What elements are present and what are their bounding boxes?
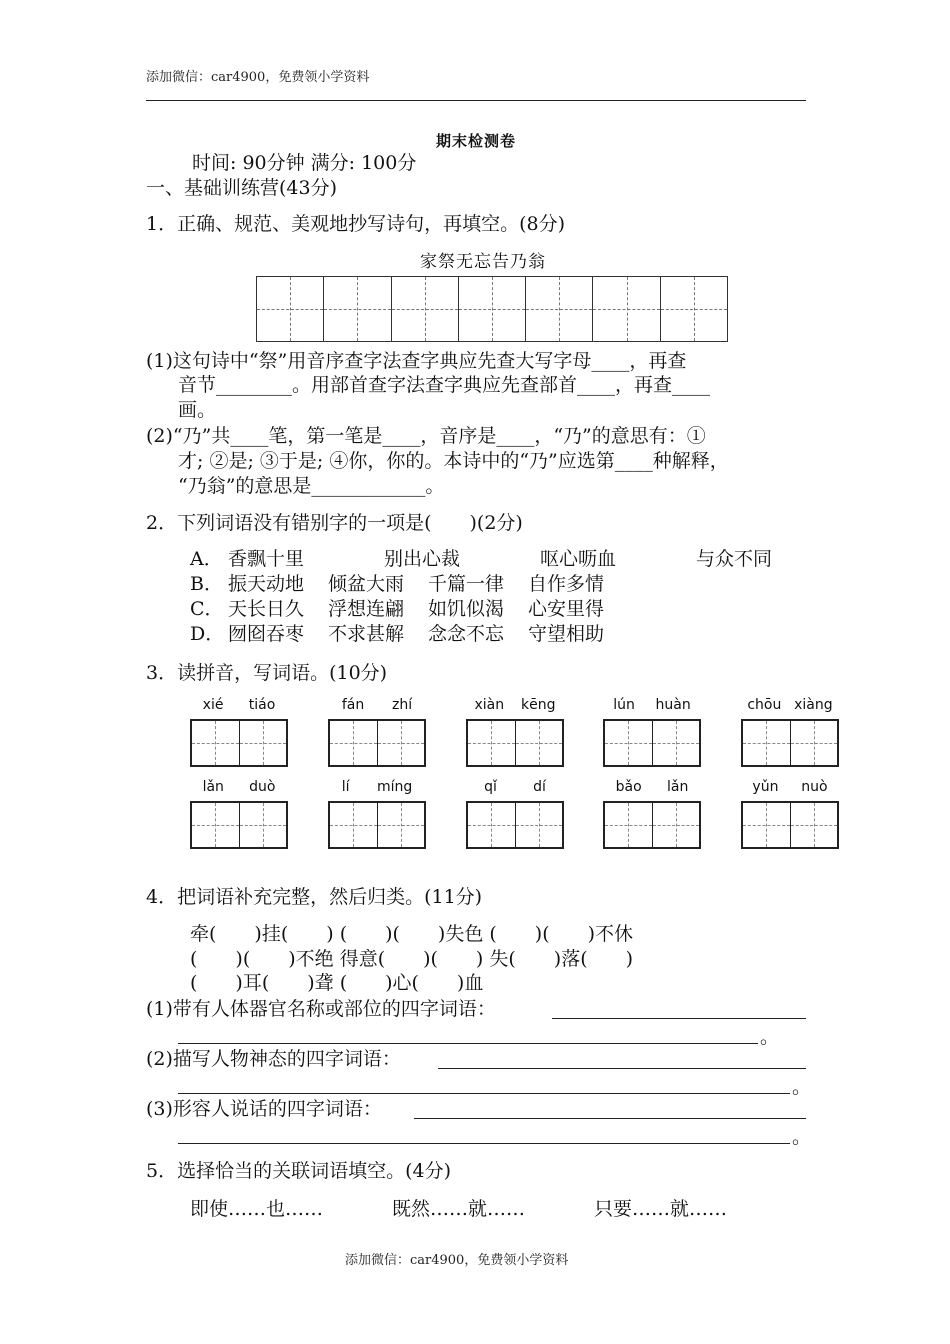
header-watermark: 添加微信：car4900，免费领小学资料 bbox=[146, 70, 370, 85]
copy-cell[interactable] bbox=[593, 277, 660, 341]
option-word: 呕心呖血 bbox=[540, 548, 617, 570]
period: 。 bbox=[792, 1076, 812, 1098]
pinyin-syllable: lí bbox=[341, 779, 350, 795]
q3-stem: 3．读拼音，写词语。(10分) bbox=[146, 662, 388, 684]
q1-part1-line1: (1)这句诗中“祭”用音序查字法查字典应先查大写字母____，再查 bbox=[146, 350, 687, 372]
q2-stem: 2．下列词语没有错别字的一项是( )(2分) bbox=[146, 512, 523, 534]
q1-poem: 家祭无忘告乃翁 bbox=[420, 252, 546, 272]
pinyin-syllable: míng bbox=[376, 779, 413, 795]
q1-part1-line3: 画。 bbox=[178, 399, 217, 421]
pinyin-answer-boxes[interactable] bbox=[603, 801, 701, 849]
pinyin-label bbox=[741, 697, 839, 717]
pinyin-syllable: qǐ bbox=[484, 779, 497, 795]
q4-stem: 4．把词语补充完整，然后归类。(11分) bbox=[146, 886, 483, 908]
option-word: 不求甚解 bbox=[328, 623, 405, 645]
option-word: 念念不忘 bbox=[428, 623, 505, 645]
pinyin-syllable: dí bbox=[533, 779, 546, 795]
pinyin-answer-boxes[interactable] bbox=[741, 801, 839, 849]
period: 。 bbox=[792, 1126, 812, 1148]
option-word: 心安里得 bbox=[528, 598, 605, 620]
answer-cell[interactable] bbox=[605, 803, 653, 847]
pinyin-answer-boxes[interactable] bbox=[190, 801, 288, 849]
pinyin-syllable: xié bbox=[202, 697, 224, 713]
option-word: 自作多情 bbox=[528, 573, 605, 595]
pinyin-syllable: tiáo bbox=[248, 697, 276, 713]
answer-cell[interactable] bbox=[468, 803, 516, 847]
copy-cell[interactable] bbox=[257, 277, 324, 341]
pinyin-item bbox=[328, 779, 426, 851]
answer-line[interactable] bbox=[178, 1143, 790, 1144]
q5-option: 既然……就…… bbox=[392, 1198, 526, 1220]
exam-meta: 时间: 90分钟 满分: 100分 bbox=[192, 152, 417, 174]
pinyin-item bbox=[328, 697, 426, 769]
pinyin-item bbox=[603, 697, 701, 769]
option-word: 天长日久 bbox=[228, 598, 305, 620]
pinyin-label bbox=[466, 779, 564, 799]
pinyin-item bbox=[741, 779, 839, 851]
copy-cell[interactable] bbox=[661, 277, 727, 341]
option-word: 别出心裁 bbox=[384, 548, 461, 570]
answer-line[interactable] bbox=[414, 1118, 806, 1119]
pinyin-label bbox=[190, 697, 288, 717]
pinyin-syllable: xiàn bbox=[474, 697, 505, 713]
option-word: 千篇一律 bbox=[428, 573, 505, 595]
option-letter: D． bbox=[190, 623, 225, 645]
pinyin-syllable: lǎn bbox=[667, 779, 689, 795]
pinyin-syllable: zhí bbox=[391, 697, 413, 713]
page-title: 期末检测卷 bbox=[436, 132, 517, 150]
pinyin-syllable: xiàng bbox=[794, 697, 833, 713]
answer-line[interactable] bbox=[552, 1018, 806, 1019]
answer-cell[interactable] bbox=[605, 721, 653, 765]
answer-cell[interactable] bbox=[240, 721, 287, 765]
pinyin-syllable: lǎn bbox=[202, 779, 224, 795]
option-letter: A． bbox=[190, 548, 223, 570]
header-rule bbox=[146, 100, 806, 101]
pinyin-label bbox=[741, 779, 839, 799]
copy-cell[interactable] bbox=[392, 277, 459, 341]
answer-cell[interactable] bbox=[330, 721, 378, 765]
pinyin-syllable: huàn bbox=[655, 697, 691, 713]
option-word: 与众不同 bbox=[696, 548, 773, 570]
q1-copy-grid[interactable] bbox=[256, 276, 728, 342]
option-word: 香飘十里 bbox=[228, 548, 305, 570]
option-word: 守望相助 bbox=[528, 623, 605, 645]
answer-cell[interactable] bbox=[653, 803, 700, 847]
period: 。 bbox=[760, 1026, 780, 1048]
option-word: 振天动地 bbox=[228, 573, 305, 595]
q1-part2-line1: (2)“乃”共____笔，第一笔是____，音序是____，“乃”的意思有：① bbox=[146, 425, 706, 447]
pinyin-answer-boxes[interactable] bbox=[466, 801, 564, 849]
option-word: 囫囵吞枣 bbox=[228, 623, 305, 645]
answer-cell[interactable] bbox=[378, 721, 425, 765]
answer-line[interactable] bbox=[178, 1043, 758, 1044]
pinyin-answer-boxes[interactable] bbox=[466, 719, 564, 767]
pinyin-syllable: kēng bbox=[521, 697, 556, 713]
q4-answer1-label: (1)带有人体器官名称或部位的四字词语： bbox=[146, 998, 496, 1020]
pinyin-label bbox=[466, 697, 564, 717]
pinyin-syllable: duò bbox=[249, 779, 276, 795]
copy-cell[interactable] bbox=[324, 277, 391, 341]
copy-cell[interactable] bbox=[526, 277, 593, 341]
answer-cell[interactable] bbox=[743, 721, 791, 765]
section-heading: 一、基础训练营(43分) bbox=[146, 177, 338, 199]
pinyin-label bbox=[603, 697, 701, 717]
answer-cell[interactable] bbox=[743, 803, 791, 847]
pinyin-answer-boxes[interactable] bbox=[328, 719, 426, 767]
pinyin-answer-boxes[interactable] bbox=[328, 801, 426, 849]
option-letter: C． bbox=[190, 598, 224, 620]
answer-cell[interactable] bbox=[791, 721, 838, 765]
option-word: 倾盆大雨 bbox=[328, 573, 405, 595]
q1-stem: 1．正确、规范、美观地抄写诗句，再填空。(8分) bbox=[146, 213, 566, 235]
pinyin-answer-boxes[interactable] bbox=[741, 719, 839, 767]
pinyin-syllable: lún bbox=[613, 697, 635, 713]
pinyin-item bbox=[466, 697, 564, 769]
copy-cell[interactable] bbox=[459, 277, 526, 341]
q5-stem: 5．选择恰当的关联词语填空。(4分) bbox=[146, 1160, 452, 1182]
pinyin-syllable: fán bbox=[341, 697, 365, 713]
q1-part2-line3: “乃翁”的意思是____________。 bbox=[178, 475, 445, 497]
pinyin-item bbox=[190, 779, 288, 851]
answer-cell[interactable] bbox=[516, 721, 563, 765]
answer-line[interactable] bbox=[178, 1093, 790, 1094]
answer-cell[interactable] bbox=[330, 803, 378, 847]
q1-part2-line2: 才; ②是; ③于是; ④你，你的。本诗中的“乃”应选第____种解释， bbox=[178, 450, 729, 472]
answer-cell[interactable] bbox=[791, 803, 838, 847]
pinyin-syllable: chōu bbox=[747, 697, 782, 713]
pinyin-label bbox=[603, 779, 701, 799]
option-word: 浮想连翩 bbox=[328, 598, 405, 620]
option-word: 如饥似渴 bbox=[428, 598, 505, 620]
pinyin-syllable: nuò bbox=[801, 779, 828, 795]
q1-part1-line2: 音节________。用部首查字法查字典应先查部首____，再查____ bbox=[178, 374, 711, 396]
q4-row1: 牵( )挂( ) ( )( )失色 ( )( )不休 bbox=[190, 923, 634, 945]
answer-cell[interactable] bbox=[516, 803, 563, 847]
answer-cell[interactable] bbox=[378, 803, 425, 847]
pinyin-label bbox=[328, 697, 426, 717]
answer-cell[interactable] bbox=[192, 803, 240, 847]
q4-row2: ( )( )不绝 得意( )( ) 失( )落( ) bbox=[190, 948, 634, 970]
answer-cell[interactable] bbox=[653, 721, 700, 765]
q4-answer3-label: (3)形容人说话的四字词语： bbox=[146, 1098, 382, 1120]
pinyin-syllable: bǎo bbox=[615, 779, 642, 795]
pinyin-syllable: yǔn bbox=[752, 779, 779, 795]
pinyin-answer-boxes[interactable] bbox=[603, 719, 701, 767]
footer-watermark: 添加微信：car4900，免费领小学资料 bbox=[345, 1253, 569, 1268]
pinyin-label bbox=[328, 779, 426, 799]
answer-cell[interactable] bbox=[468, 721, 516, 765]
q4-answer2-label: (2)描写人物神态的四字词语： bbox=[146, 1048, 401, 1070]
pinyin-item bbox=[190, 697, 288, 769]
answer-cell[interactable] bbox=[240, 803, 287, 847]
option-letter: B． bbox=[190, 573, 223, 595]
pinyin-item bbox=[741, 697, 839, 769]
answer-cell[interactable] bbox=[192, 721, 240, 765]
q4-row3: ( )耳( )聋 ( )心( )血 bbox=[190, 972, 484, 994]
pinyin-item bbox=[466, 779, 564, 851]
pinyin-item bbox=[603, 779, 701, 851]
pinyin-answer-boxes[interactable] bbox=[190, 719, 288, 767]
pinyin-label bbox=[190, 779, 288, 799]
q5-option: 只要……就…… bbox=[594, 1198, 728, 1220]
q5-option: 即使……也…… bbox=[190, 1198, 324, 1220]
answer-line[interactable] bbox=[438, 1068, 806, 1069]
